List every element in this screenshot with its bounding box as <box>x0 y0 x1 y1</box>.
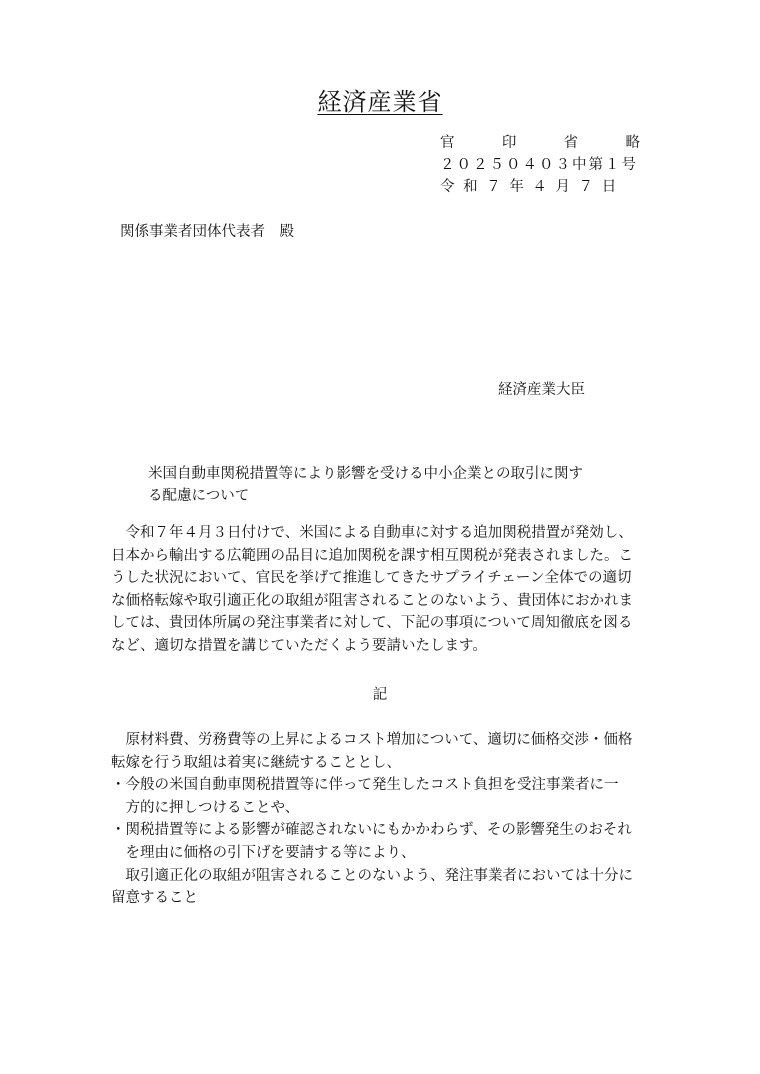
body-line: しては、貴団体所属の発注事業者に対して、下記の事項について周知徹底を図る <box>111 615 633 631</box>
body-line: など、適切な措置を講じていただくよう要請いたします。 <box>111 637 487 654</box>
addressee: 関係事業者団体代表者 殿 <box>120 224 294 240</box>
subject <box>148 463 608 507</box>
ministry-title <box>0 86 760 118</box>
item-line: 方的に押しつけることや、 <box>111 799 300 816</box>
body-paragraph <box>111 522 656 657</box>
body-line: 日本から輸出する広範囲の品目に追加関税を課す相互関税が発表されました。こ <box>111 547 633 564</box>
seal-omitted-line <box>440 132 640 154</box>
item-line: を理由に価格の引下げを要請する等により、 <box>111 844 416 861</box>
item-line: 原材料費、労務費等の上昇によるコスト増加について、適切に価格交渉・価格 <box>111 732 633 748</box>
document-number: ２０２５０４０３中第１号 <box>440 157 638 173</box>
body-line: な価格転嫁や取引適正化の取組が阻害されることのないよう、貴団体におかれま <box>111 592 633 609</box>
document-meta <box>440 132 640 198</box>
sender: 経済産業大臣 <box>498 382 585 398</box>
body-line: うした状況において、官民を挙げて推進してきたサプライチェーン全体での適切 <box>111 570 632 586</box>
seal-char: 官 <box>440 135 455 151</box>
subject-line: 米国自動車関税措置等により影響を受ける中小企業との取引に関す <box>148 466 583 482</box>
ki-heading: 記 <box>372 687 388 703</box>
item-line: 転嫁を行う取組は着実に継続することとし、 <box>111 754 401 771</box>
item-line: ・関税措置等による影響が確認されないにもかかわらず、その影響発生のおそれ <box>111 822 632 839</box>
body-line: 令和７年４月３日付けで、米国による自動車に対する追加関税措置が発効し、 <box>111 525 633 541</box>
items-section <box>111 729 656 910</box>
seal-char: 略 <box>625 135 640 151</box>
ministry-name: 経済産業省 <box>317 88 443 116</box>
item-line: ・今般の米国自動車関税措置等に伴って発生したコスト負担を受注事業者に一 <box>111 777 619 794</box>
item-line: 留意すること <box>111 890 198 907</box>
seal-char: 省 <box>563 135 579 151</box>
document-date: 令 和 ７ 年 ４ 月 ７ 日 <box>440 179 619 195</box>
seal-char: 印 <box>501 135 517 151</box>
subject-line: る配慮について <box>148 488 250 504</box>
item-line: 取引適正化の取組が阻害されることのないよう、発注事業者においては十分に <box>111 867 633 884</box>
